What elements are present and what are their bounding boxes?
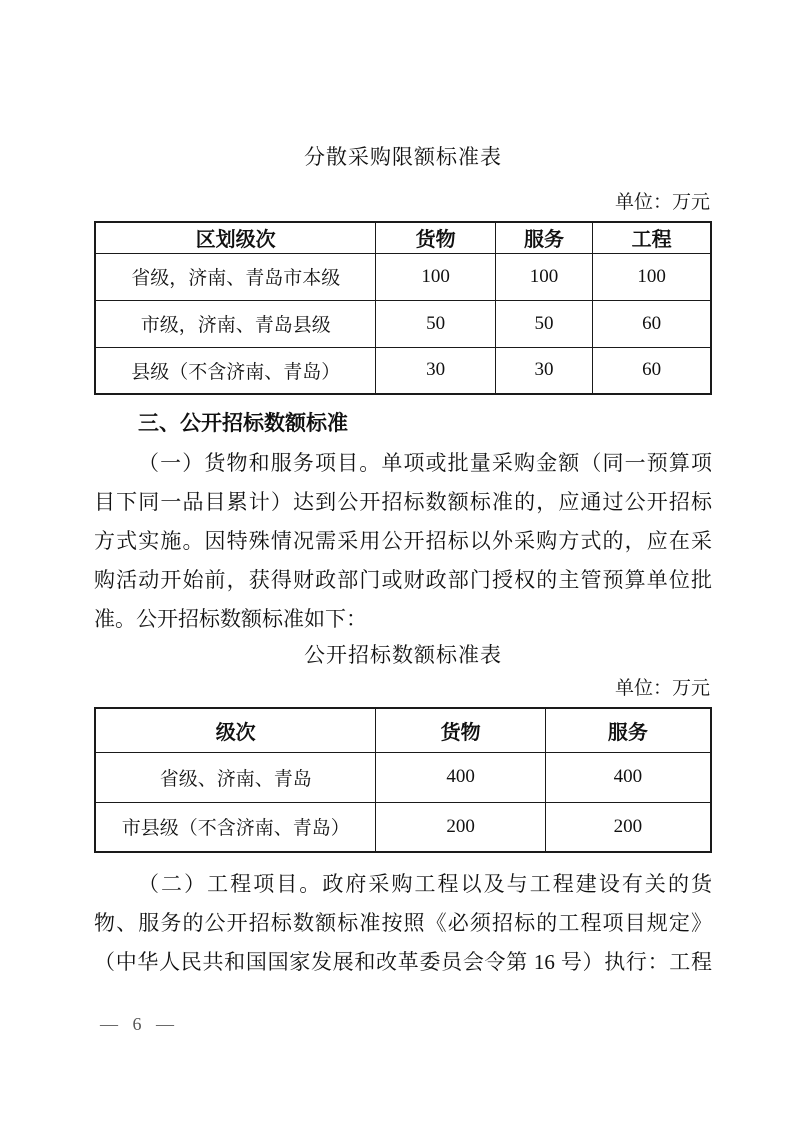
section-3-heading: 三、公开招标数额标准 bbox=[138, 412, 348, 435]
table2-cell-services: 400 bbox=[545, 752, 711, 802]
body-line: 准。公开招标数额标准如下： bbox=[94, 607, 367, 631]
page-content bbox=[94, 0, 712, 982]
table2-cell-goods: 200 bbox=[376, 802, 545, 852]
table-row bbox=[95, 253, 711, 300]
open-tender-threshold-table bbox=[94, 707, 712, 853]
table2-header-goods: 货物 bbox=[376, 708, 545, 752]
table-row bbox=[95, 300, 711, 347]
page-number: — 6 — bbox=[100, 1014, 179, 1034]
table1-cell-goods: 30 bbox=[376, 347, 496, 394]
table2-cell-goods: 400 bbox=[376, 752, 545, 802]
table1-header-services: 服务 bbox=[495, 222, 592, 253]
table1-cell-works: 60 bbox=[593, 347, 711, 394]
table1-cell-level: 省级，济南、青岛市本级 bbox=[95, 253, 376, 300]
body-line: 目下同一品目累计）达到公开招标数额标准的，应通过公开招标 bbox=[94, 490, 712, 514]
table1-cell-services: 30 bbox=[495, 347, 592, 394]
table2-cell-services: 200 bbox=[545, 802, 711, 852]
body-line: （中华人民共和国国家发展和改革委员会令第 16 号）执行：工程 bbox=[94, 950, 712, 974]
table1-title: 分散采购限额标准表 bbox=[304, 145, 502, 169]
table1-cell-level: 县级（不含济南、青岛） bbox=[95, 347, 376, 394]
body-line: 方式实施。因特殊情况需采用公开招标以外采购方式的，应在采 bbox=[94, 529, 712, 553]
table1-cell-services: 100 bbox=[495, 253, 592, 300]
table2-title: 公开招标数额标准表 bbox=[304, 643, 502, 667]
table2-header-row bbox=[95, 708, 711, 752]
paragraph-goods-services bbox=[94, 444, 712, 639]
table1-cell-works: 100 bbox=[593, 253, 711, 300]
body-line: （一）货物和服务项目。单项或批量采购金额（同一预算项 bbox=[138, 451, 712, 475]
table2-unit-label: 单位：万元 bbox=[614, 678, 710, 699]
decentralized-procurement-limit-table bbox=[94, 221, 712, 395]
table1-header-level: 区划级次 bbox=[95, 222, 376, 253]
body-line: 购活动开始前，获得财政部门或财政部门授权的主管预算单位批 bbox=[94, 568, 712, 592]
table2-header-level: 级次 bbox=[95, 708, 376, 752]
table1-cell-services: 50 bbox=[495, 300, 592, 347]
table-row bbox=[95, 752, 711, 802]
table2-cell-level: 省级、济南、青岛 bbox=[95, 752, 376, 802]
table2-header-services: 服务 bbox=[545, 708, 711, 752]
table1-cell-goods: 50 bbox=[376, 300, 496, 347]
table-row bbox=[95, 802, 711, 852]
body-line: （二）工程项目。政府采购工程以及与工程建设有关的货 bbox=[138, 872, 712, 896]
table1-unit-label: 单位：万元 bbox=[614, 192, 710, 213]
paragraph-works-projects bbox=[94, 865, 712, 982]
table1-cell-level: 市级，济南、青岛县级 bbox=[95, 300, 376, 347]
table1-cell-goods: 100 bbox=[376, 253, 496, 300]
body-line: 物、服务的公开招标数额标准按照《必须招标的工程项目规定》 bbox=[94, 911, 712, 935]
table-row bbox=[95, 347, 711, 394]
table1-header-goods: 货物 bbox=[376, 222, 496, 253]
table2-cell-level: 市县级（不含济南、青岛） bbox=[95, 802, 376, 852]
table1-header-row bbox=[95, 222, 711, 253]
table1-header-works: 工程 bbox=[593, 222, 711, 253]
table1-cell-works: 60 bbox=[593, 300, 711, 347]
